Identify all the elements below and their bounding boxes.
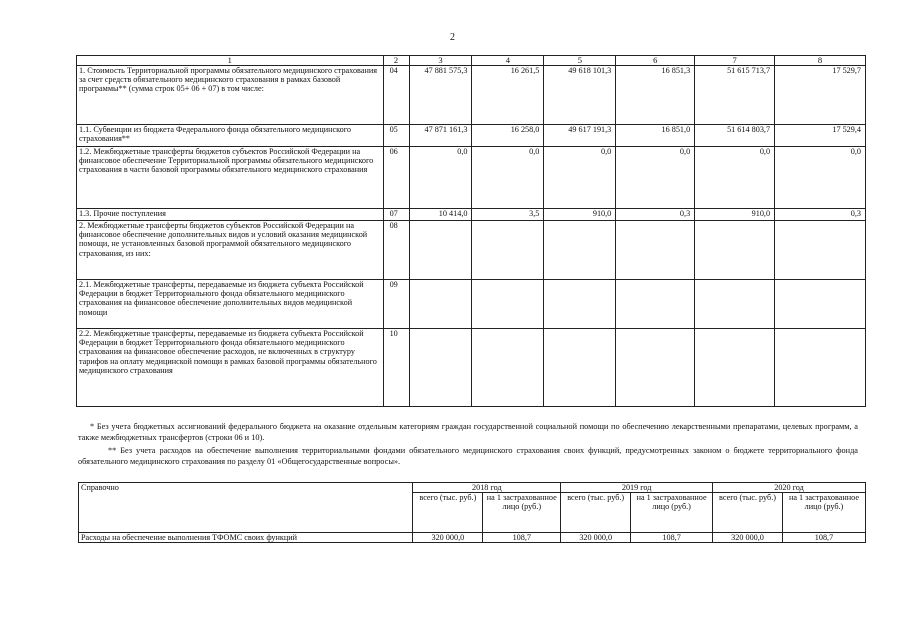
cell-value	[472, 280, 544, 329]
cell-value: 49 618 101,3	[544, 66, 616, 125]
cell-value: 108,7	[782, 533, 865, 543]
row-code: 05	[383, 125, 409, 147]
column-number: 7	[695, 56, 775, 66]
sub-header-per-person: на 1 застрахованное лицо (руб.)	[631, 493, 713, 533]
table-row	[77, 329, 866, 407]
cell-value: 320 000,0	[413, 533, 483, 543]
table-row	[77, 66, 866, 125]
cell-value: 3,5	[472, 209, 544, 221]
year-2020-header: 2020 год	[713, 483, 866, 493]
table-row	[77, 280, 866, 329]
cell-value: 16 851,3	[616, 66, 695, 125]
financing-table	[76, 55, 866, 407]
cell-value: 0,0	[775, 147, 866, 209]
cell-value	[695, 329, 775, 407]
cell-value: 320 000,0	[713, 533, 783, 543]
cell-value: 0,0	[695, 147, 775, 209]
cell-value: 16 258,0	[472, 125, 544, 147]
cell-value	[544, 221, 616, 280]
reference-label: Справочно	[79, 483, 413, 533]
cell-value: 16 261,5	[472, 66, 544, 125]
year-header-row	[79, 483, 866, 493]
column-number: 4	[472, 56, 544, 66]
row-code: 10	[383, 329, 409, 407]
column-numbers-row	[77, 56, 866, 66]
cell-value: 17 529,7	[775, 66, 866, 125]
cell-value	[409, 280, 472, 329]
sub-header-per-person: на 1 застрахованное лицо (руб.)	[483, 493, 561, 533]
cell-value: 320 000,0	[561, 533, 631, 543]
cell-value: 910,0	[544, 209, 616, 221]
cell-value	[616, 280, 695, 329]
table-row	[77, 125, 866, 147]
reference-table	[78, 482, 866, 543]
cell-value: 0,0	[616, 147, 695, 209]
row-code: 08	[383, 221, 409, 280]
row-label: 2.1. Межбюджетные трансферты, передаваемые из бюджета субъекта Российской Федерации в бюджет Территориального фонда обязательного медицинского страхования на финансовое обеспечение дополнительных видов медицинской помощи	[77, 280, 384, 329]
row-label: 2.2. Межбюджетные трансферты, передаваемые из бюджета субъекта Российской Федерации в бюджет Территориального фонда обязательного медицинского страхования на финансовое обеспечение расходов, не включенных в структуру тарифов на оплату медицинской помощи в рамках базовой программы обязательного медицинского страхования	[77, 329, 384, 407]
cell-value: 47 881 575,3	[409, 66, 472, 125]
cell-value: 910,0	[695, 209, 775, 221]
year-2019-header: 2019 год	[561, 483, 713, 493]
cell-value	[616, 221, 695, 280]
cell-value: 0,0	[409, 147, 472, 209]
row-label: 1.2. Межбюджетные трансферты бюджетов субъектов Российской Федерации на финансовое обеспечение Территориальной программы обязательного медицинского страхования в части базовой программы обязательного медицинского страхования	[77, 147, 384, 209]
cell-value: 0,0	[472, 147, 544, 209]
sub-header-total: всего (тыс. руб.)	[413, 493, 483, 533]
row-code: 04	[383, 66, 409, 125]
cell-value: 51 615 713,7	[695, 66, 775, 125]
footnote-1: * Без учета бюджетных ассигнований федерального бюджета на оказание отдельным категориям граждан государственной социальной помощи по обеспечению лекарственными препаратами, целевых программ, а также межбюджетных трансфертов (строки 06 и 10).	[78, 422, 858, 442]
sub-header-total: всего (тыс. руб.)	[713, 493, 783, 533]
table-row	[77, 209, 866, 221]
table-row	[79, 533, 866, 543]
cell-value	[775, 221, 866, 280]
cell-value	[472, 329, 544, 407]
cell-value	[544, 329, 616, 407]
row-label: 2. Межбюджетные трансферты бюджетов субъектов Российской Федерации на финансовое обеспечение дополнительных видов и условий оказания медицинской помощи, не установленных базовой программой обязательного медицинского страхования, из них:	[77, 221, 384, 280]
column-number: 2	[383, 56, 409, 66]
table-row	[77, 221, 866, 280]
cell-value	[775, 329, 866, 407]
cell-value	[616, 329, 695, 407]
cell-value: 16 851,0	[616, 125, 695, 147]
cell-value: 0,0	[544, 147, 616, 209]
cell-value: 108,7	[483, 533, 561, 543]
column-number: 6	[616, 56, 695, 66]
cell-value: 51 614 803,7	[695, 125, 775, 147]
cell-value	[409, 221, 472, 280]
cell-value: 10 414,0	[409, 209, 472, 221]
cell-value: 0,3	[616, 209, 695, 221]
cell-value	[695, 280, 775, 329]
cell-value: 17 529,4	[775, 125, 866, 147]
footnote-2: ** Без учета расходов на обеспечение выполнения территориальными фондами обязательного медицинского страхования своих функций, предусмотренных законом о бюджете территориального фонда обязательного медицинского страхования по разделу 01 «Общегосударственные вопросы».	[78, 446, 858, 466]
year-2018-header: 2018 год	[413, 483, 561, 493]
sub-header-total: всего (тыс. руб.)	[561, 493, 631, 533]
row-label: 1. Стоимость Территориальной программы обязательного медицинского страхования за счет средств обязательного медицинского страхования в рамках базовой программы** (сумма строк 05+ 06 + 07) в том числе:	[77, 66, 384, 125]
row-label: 1.3. Прочие поступления	[77, 209, 384, 221]
row-code: 07	[383, 209, 409, 221]
cell-value	[472, 221, 544, 280]
sub-header-per-person: на 1 застрахованное лицо (руб.)	[782, 493, 865, 533]
cell-value: 49 617 191,3	[544, 125, 616, 147]
table-row	[77, 147, 866, 209]
row-code: 06	[383, 147, 409, 209]
row-label: 1.1. Субвенции из бюджета Федерального фонда обязательного медицинского страхования**	[77, 125, 384, 147]
cell-value	[695, 221, 775, 280]
column-number: 1	[77, 56, 384, 66]
row-label: Расходы на обеспечение выполнения ТФОМС своих функций	[79, 533, 413, 543]
cell-value	[544, 280, 616, 329]
page-number: 2	[450, 32, 455, 43]
column-number: 3	[409, 56, 472, 66]
column-number: 8	[775, 56, 866, 66]
cell-value: 0,3	[775, 209, 866, 221]
cell-value: 47 871 161,3	[409, 125, 472, 147]
cell-value	[775, 280, 866, 329]
cell-value	[409, 329, 472, 407]
cell-value: 108,7	[631, 533, 713, 543]
row-code: 09	[383, 280, 409, 329]
column-number: 5	[544, 56, 616, 66]
